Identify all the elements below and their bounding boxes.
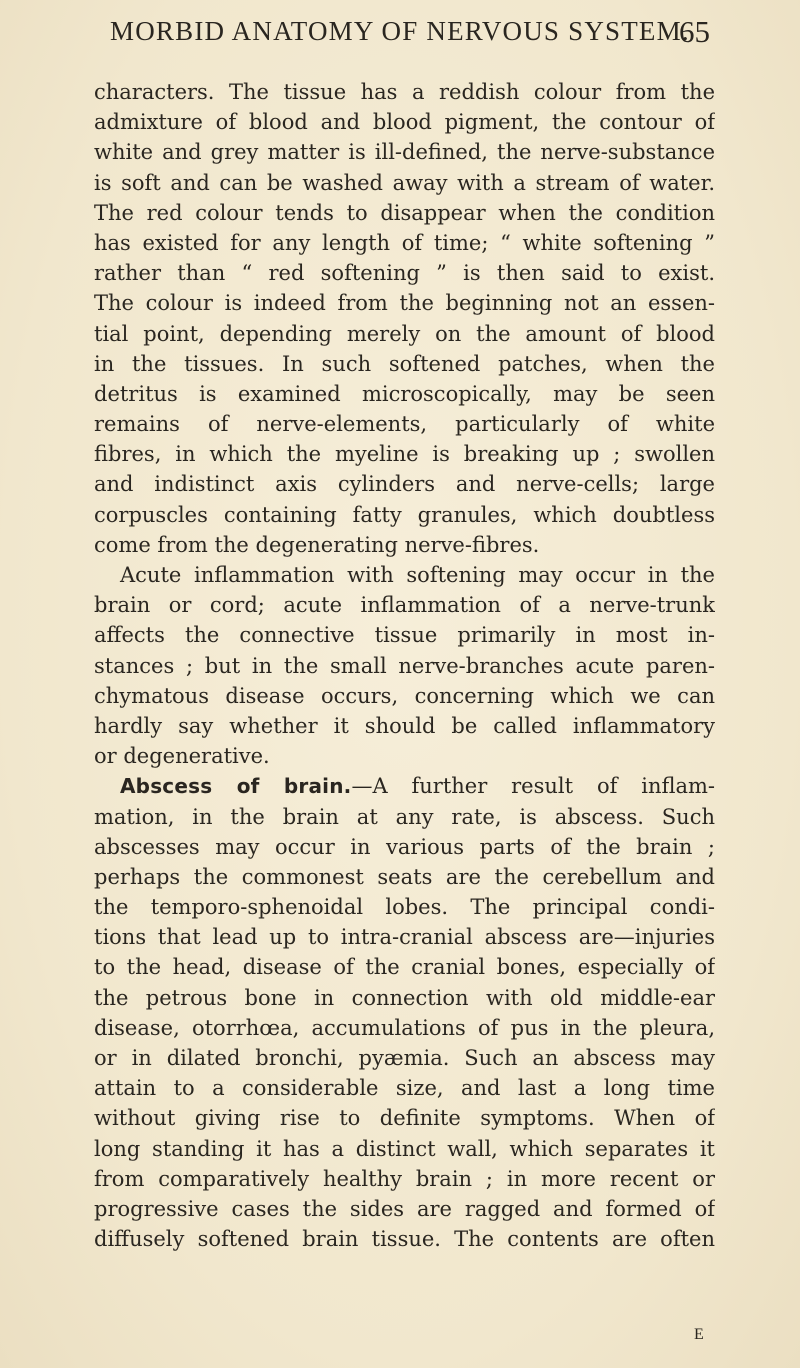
text-line: corpuscles containing fatty granules, which doubtless (94, 502, 715, 527)
text-line: mation, in the brain at any rate, is abscess. Such (94, 804, 715, 829)
text-line: tial point, depending merely on the amount of blood (94, 321, 715, 346)
text-line: perhaps the commonest seats are the cerebellum and (94, 864, 715, 889)
text-run: —A further result of inflam- (351, 774, 715, 799)
text-line: tions that lead up to intra-cranial abscess are—injuries (94, 925, 715, 950)
running-head (110, 16, 710, 54)
text-line: The colour is indeed from the beginning not an essen- (94, 291, 715, 316)
text-line: detritus is examined microscopically, may be seen (94, 381, 715, 406)
text-line: or in dilated bronchi, pyæmia. Such an abscess may (94, 1046, 715, 1070)
text-line: admixture of blood and blood pigment, the contour of (94, 110, 715, 135)
text-line: has existed for any length of time; “ white softening ” (94, 230, 715, 255)
text-line: without giving rise to definite symptoms. When of (94, 1106, 715, 1131)
text-line: stances ; but in the small nerve-branches acute paren- (94, 653, 715, 678)
text-line: in the tissues. In such softened patches, when the (94, 351, 715, 376)
text-line: remains of nerve-elements, particularly of white (94, 412, 715, 437)
text-line: characters. The tissue has a reddish colour from the (94, 80, 715, 104)
text-line: abscesses may occur in various parts of the brain ; (94, 834, 715, 859)
text-line: long standing it has a distinct wall, which separates it (94, 1136, 715, 1161)
section-first-line (94, 771, 715, 801)
text-line: progressive cases the sides are ragged and formed of (94, 1196, 715, 1221)
text-line: the temporo-sphenoidal lobes. The principal condi- (94, 895, 715, 920)
text-line: and indistinct axis cylinders and nerve-cells; large (94, 472, 715, 497)
text-line: diffusely softened brain tissue. The contents are often (94, 1227, 715, 1252)
text-line: or degenerative. (94, 744, 270, 769)
text-line: disease, otorrhœa, accumulations of pus in the pleura, (94, 1015, 715, 1040)
text-line: come from the degenerating nerve-fibres. (94, 532, 540, 557)
text-line: hardly say whether it should be called inflammatory (94, 713, 715, 738)
running-title: MORBID ANATOMY OF NERVOUS SYSTEM. (110, 16, 690, 46)
text-line: brain or cord; acute inflammation of a nerve-trunk (94, 593, 715, 618)
text-line: is soft and can be washed away with a stream of water. (94, 170, 715, 195)
text-line: fibres, in which the myeline is breaking up ; swollen (94, 442, 715, 467)
text-line: white and grey matter is ill-defined, the nerve-substance (94, 140, 715, 165)
text-line: affects the connective tissue primarily in most in- (94, 623, 715, 648)
text-line: to the head, disease of the cranial bones, especially of (94, 955, 715, 980)
section-heading: Abscess of brain. (120, 774, 352, 799)
text-line: chymatous disease occurs, concerning which we can (94, 683, 715, 708)
signature-mark: E (694, 1326, 705, 1343)
text-line: the petrous bone in connection with old middle-ear (94, 985, 715, 1010)
body-text (94, 77, 715, 1254)
text-line: attain to a considerable size, and last a long time (94, 1076, 715, 1101)
text-line: rather than “ red softening ” is then said to exist. (94, 261, 715, 286)
page-number: 65 (679, 14, 710, 49)
text-line: from comparatively healthy brain ; in more recent or (94, 1166, 715, 1191)
text-line: The red colour tends to disappear when the condition (94, 200, 715, 225)
text-line: Acute inflammation with softening may occur in the (120, 563, 715, 587)
